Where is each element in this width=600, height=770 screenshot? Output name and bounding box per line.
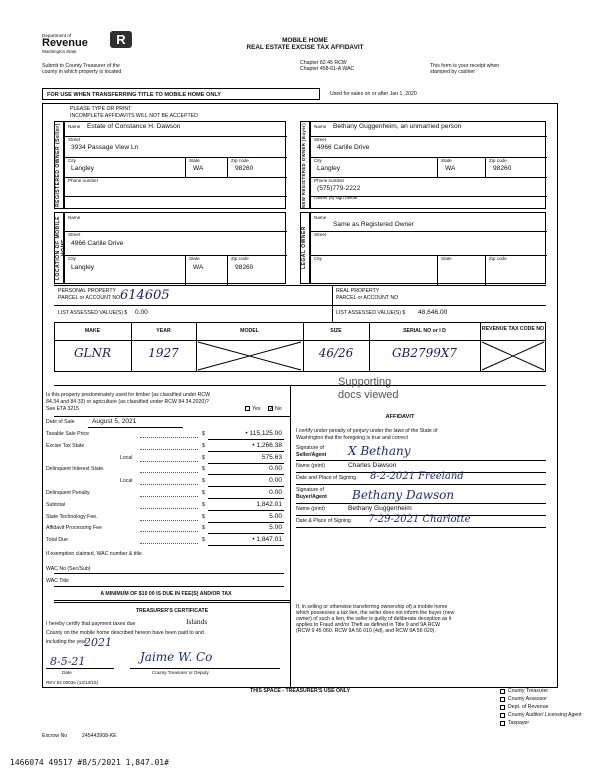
calc-row-value[interactable]: 0.00: [269, 465, 282, 473]
treasurer-year-value[interactable]: 2021: [84, 636, 112, 649]
val-make[interactable]: GLNR: [73, 346, 112, 360]
calc-row-value[interactable]: • 1,266.38: [252, 441, 282, 449]
col-revenue-code: REVENUE TAX CODE NO: [481, 326, 545, 332]
copy-recipient-label: Taxpayer: [508, 720, 530, 726]
calc-row-label: Delinquent Interest State.: [46, 466, 105, 473]
location-zip-value[interactable]: 98260: [235, 264, 254, 271]
calc-row-value[interactable]: 0.00: [269, 489, 282, 496]
seller-name-print-label: Name (print): [296, 463, 325, 469]
seller-zip-value[interactable]: 98260: [235, 165, 254, 172]
location-state-value[interactable]: WA: [193, 264, 204, 271]
calc-row-underline: [208, 486, 284, 487]
seller-street-label: Street: [68, 137, 81, 142]
treasurer-date-label: Date: [62, 670, 72, 675]
buyer-phone-value[interactable]: (575)779-2222: [317, 185, 361, 192]
stamp-line1: Supporting: [338, 376, 392, 388]
personal-assessed-value[interactable]: 0.00: [135, 309, 148, 316]
calc-row-label: Excise Tax State: [46, 442, 85, 449]
timber-no-check-mark: ✓: [269, 406, 275, 412]
col-serial: SERIAL NO or I D: [403, 328, 446, 334]
treasurer-signature[interactable]: Jaime W. Co: [140, 650, 213, 664]
certify-line1: I certify under penalty of perjury under the laws of the State of: [296, 428, 438, 434]
location-vertical-label: LOCATION OF MOBILE HOME: [55, 216, 67, 280]
exemption-label: If exemption claimed, WAC number & title: [46, 551, 142, 557]
calc-row-sublabel: Local: [120, 454, 133, 461]
location-city-value[interactable]: Langley: [71, 264, 95, 271]
location-city-label: City: [68, 256, 76, 261]
calc-row-label: State Technology Fee.: [46, 513, 98, 520]
calc-row-underline: [208, 545, 284, 546]
calc-row-leader: [140, 508, 198, 509]
buyer-name-print-label: Name (print): [296, 506, 325, 512]
calc-row-leader: [140, 472, 198, 473]
legal-name-value[interactable]: Same as Registered Owner: [333, 221, 414, 228]
val-serial[interactable]: GB2799X7: [391, 346, 458, 360]
calc-row-label: Delinquent Penalty.: [46, 490, 91, 496]
rev-number: REV 84 0003e (12/13/19): [46, 680, 99, 685]
legal-vertical-label: LEGAL OWNER: [301, 226, 307, 270]
stamp-line2: docs viewed: [338, 389, 399, 401]
buyer-phone-label: Phone number: [314, 178, 345, 183]
copy-recipient-row[interactable]: [500, 696, 596, 702]
calc-row-leader: [140, 449, 198, 450]
receipt-line2: stamped by cashier: [430, 69, 475, 75]
col-make: MAKE: [84, 328, 101, 334]
copy-recipient-row[interactable]: [500, 720, 596, 726]
timber-yes-label: Yes: [252, 406, 261, 412]
revenue-code-strike-icon: [480, 340, 546, 372]
affidavit-heading: AFFIDAVIT: [385, 414, 415, 420]
buyer-block: [310, 121, 546, 209]
seller-sig-label2: Seller/Agent: [296, 452, 327, 458]
seller-phone-label: Phone number: [68, 178, 99, 183]
calc-row-underline: [208, 522, 284, 523]
legal-vertical-tab: [300, 212, 310, 284]
copy-recipient-label: County Assessor: [508, 696, 547, 702]
treasurer-sig-label: County Treasurer or Deputy: [152, 670, 209, 675]
copy-recipient-label: County Treasurer: [508, 688, 549, 694]
copy-recipient-row[interactable]: [500, 704, 596, 710]
val-year[interactable]: 1927: [148, 346, 179, 360]
calc-row-underline: [208, 510, 284, 511]
buyer-name-value[interactable]: Bethany Guggenheim, an unmarried person: [333, 123, 462, 130]
calc-row-underline: [208, 498, 284, 499]
personal-parcel-value[interactable]: 614605: [120, 288, 170, 303]
seller-zip-label: Zip code: [231, 158, 249, 163]
legal-state-label: State: [441, 256, 452, 261]
calc-row-currency: $: [202, 478, 205, 485]
supporting-docs-stamp: [338, 376, 399, 402]
calc-row-currency: $: [202, 501, 205, 508]
buyer-zip-value[interactable]: 98260: [493, 165, 512, 172]
copy-recipient-row[interactable]: [500, 712, 596, 718]
buyer-name-label: Name: [314, 124, 327, 129]
buyer-state-value[interactable]: WA: [445, 165, 456, 172]
location-name-label: Name: [68, 215, 81, 220]
timber-yes-checkbox[interactable]: [245, 406, 250, 411]
lien-notice: [290, 604, 546, 634]
calc-row-currency: $: [202, 454, 205, 461]
form-title: [180, 37, 430, 51]
buyer-owner-note: Owner (s) sign below: [314, 195, 358, 200]
col-size: SIZE: [330, 328, 342, 334]
location-state-label: State: [189, 256, 200, 261]
seller-street-value[interactable]: 3934 Passage View Ln: [71, 144, 139, 151]
seller-name-label: Name: [68, 124, 81, 129]
treasurer-date-value[interactable]: 8-5-21: [50, 655, 86, 668]
calc-row-leader: [140, 520, 198, 521]
lien-line2: which possesses a tax lien, the seller does not inform the buyer (new: [296, 610, 455, 616]
date-of-sale-label: Date of Sale: [46, 419, 75, 425]
legal-street-label: Street: [314, 232, 327, 237]
title-line1: MOBILE HOME: [282, 37, 328, 44]
buyer-zip-label: Zip code: [489, 158, 507, 163]
calc-row-underline: [208, 533, 284, 534]
timber-q-line1: Is this property predominately used for timber (as classified under RCW: [46, 392, 211, 398]
escrow-label: Escrow No: [42, 733, 68, 739]
buyer-sig-label1: Signature of: [296, 487, 324, 493]
col-year: YEAR: [156, 328, 171, 334]
buyer-vertical-tab: [300, 121, 310, 209]
receipt-line: 1466074 49517 #8/5/2021 1,847.01#: [10, 758, 169, 767]
seller-signature[interactable]: X Bethany: [348, 444, 411, 458]
copy-checkbox[interactable]: [500, 721, 505, 726]
please-type-label: PLEASE TYPE OR PRINT: [70, 106, 132, 112]
escrow-value: 245443908-KE: [82, 733, 117, 739]
seller-sig-label1: Signature of: [296, 445, 324, 451]
submit-line1: Submit to County Treasurer of the: [42, 63, 120, 69]
legal-block: [310, 212, 546, 284]
location-street-value[interactable]: 4966 Carlile Drive: [71, 240, 124, 247]
seller-vertical-tab: [54, 121, 64, 209]
calc-row-underline: [208, 474, 284, 475]
chapter-line2: Chapter 458-61-A WAC: [300, 66, 355, 72]
col-model: MODEL: [240, 328, 259, 334]
calc-row-currency: $: [202, 525, 205, 532]
personal-parcel-label2: PARCEL or ACCOUNT NO: [58, 295, 121, 301]
location-zip-label: Zip code: [231, 256, 249, 261]
legal-zip-label: Zip code: [489, 256, 507, 261]
calc-row-currency: $: [202, 442, 205, 449]
submit-line2: county in which property is located: [42, 69, 122, 75]
real-assessed-label: LIST ASSESSED VALUE(S) $: [336, 310, 406, 316]
copy-recipient-row[interactable]: [500, 688, 596, 694]
seller-date-place-label: Date and Place of Signing.: [296, 475, 358, 481]
calc-row-leader: [140, 484, 198, 485]
treasurer-space-note: THIS SPACE - TREASURER'S USE ONLY: [250, 688, 350, 694]
personal-parcel-label1: PERSONAL PROPERTY: [58, 288, 116, 294]
calc-row-underline: [208, 439, 284, 440]
seller-state-label: State: [189, 158, 200, 163]
buyer-signature[interactable]: Bethany Dawson: [352, 488, 455, 502]
buyer-state-label: State: [441, 158, 452, 163]
chapter-ref: [300, 60, 354, 72]
calc-row-label: Affidavit Processing Fee: [46, 525, 102, 532]
title-line2: REAL ESTATE EXCISE TAX AFFIDAVIT: [246, 44, 364, 51]
calc-row-currency: $: [202, 490, 205, 496]
calc-row-value[interactable]: • 1,847.01: [252, 536, 282, 544]
dept-line3: Washington State: [42, 49, 77, 54]
copies-list: [500, 688, 596, 728]
seller-date-place-value[interactable]: 8-2-2021 Freeland: [370, 471, 464, 482]
calc-row-label: Subtotal: [46, 501, 66, 508]
lien-line1: If, in selling or otherwise transferring ownership of) a mobile home: [296, 604, 448, 610]
seller-vertical-label: REGISTERED OWNER (Seller): [55, 123, 61, 207]
treasurer-line2: County on the mobile home described hereon have been paid to and: [46, 630, 204, 636]
calc-row-sublabel: Local: [120, 478, 133, 485]
location-street-label: Street: [68, 232, 81, 237]
copy-checkbox[interactable]: [500, 705, 505, 710]
seller-city-value[interactable]: Langley: [71, 165, 95, 172]
buyer-sig-label2: Buyer/Agent: [296, 494, 327, 500]
real-parcel-label2: PARCEL or ACCOUNT NO: [336, 295, 399, 301]
calc-row-leader: [140, 531, 198, 532]
wac-no-label: WAC No (Sec/Sub): [46, 566, 91, 572]
calc-row-value[interactable]: 1,842.01: [256, 500, 282, 508]
calc-row-currency: $: [202, 466, 205, 473]
val-size[interactable]: 46/26: [318, 346, 354, 360]
timber-q-line3: See ETA 3215: [46, 406, 80, 412]
real-parcel-label1: REAL PROPERTY: [336, 288, 380, 294]
calc-row-value[interactable]: 575.63: [261, 453, 282, 461]
calc-row-currency: $: [202, 513, 205, 520]
buyer-city-value[interactable]: Langley: [317, 165, 341, 172]
incomplete-label: INCOMPLETE AFFIDAVITS WILL NOT BE ACCEPTED: [70, 113, 198, 119]
treasurer-heading: TREASURER'S CERTIFICATE: [135, 608, 209, 614]
date-of-sale-value[interactable]: August 5, 2021: [92, 418, 137, 425]
buyer-street-label: Street: [314, 137, 327, 142]
calc-row-value[interactable]: 5.00: [269, 512, 282, 520]
chapter-line1: Chapter 82.45 RCW: [300, 60, 347, 66]
calc-row-leader: [140, 437, 198, 438]
calc-row-value[interactable]: • 115,125.00: [245, 430, 282, 437]
treasurer-line1: I hereby certify that payment taxes due: [46, 621, 136, 627]
treasurer-line3: including the year: [46, 639, 87, 645]
calc-row-leader: [140, 543, 198, 544]
buyer-vertical-label: NEW REGISTERED OWNER (Buyer): [301, 122, 306, 208]
copy-recipient-label: Dept. of Revenue: [508, 704, 549, 710]
real-assessed-value[interactable]: 48,646.00: [418, 309, 448, 316]
wac-title-label: WAC Title: [46, 578, 69, 584]
seller-block: [64, 121, 286, 209]
calc-row-leader: [140, 461, 198, 462]
timber-no-label: No: [275, 406, 282, 412]
calc-row-label: Taxable Sale Price: [46, 431, 89, 437]
buyer-city-label: City: [314, 158, 322, 163]
seller-city-label: City: [68, 158, 76, 163]
copy-checkbox[interactable]: [500, 689, 505, 694]
dept-line1: Department of: [42, 33, 72, 38]
copy-recipient-label: County Auditor/ Licensing Agent: [508, 712, 582, 718]
calc-row-currency: $: [202, 431, 205, 437]
calc-row-label: Total Due: [46, 537, 68, 544]
calc-row-leader: [140, 496, 198, 497]
transfer-banner: [42, 88, 320, 100]
calc-row-value[interactable]: 0.00: [269, 477, 282, 485]
seller-name-value[interactable]: Estate of Constance H. Dawson: [87, 123, 181, 130]
receipt-note: [430, 63, 499, 75]
minimum-note: A MINIMUM OF $10 00 IS DUE IN FEE(S) AND/OR TAX: [100, 591, 232, 597]
dept-line2: Revenue: [42, 37, 88, 49]
model-strike-icon: [196, 340, 303, 372]
calc-row-value[interactable]: 5.00: [269, 524, 282, 532]
lien-line5: (RCW 9 45 060. RCW 9A 56 010 (4d), and RCW 9A 56 020).: [296, 628, 436, 634]
lien-line3: owner) of such a lien, the seller is guilty of deliberate deception as it: [296, 616, 452, 622]
treasurer-stamp-date: Islands: [186, 617, 208, 626]
legal-name-label: Name: [314, 215, 327, 220]
transfer-banner-text: FOR USE WHEN TRANSFERRING TITLE TO MOBILE HOME ONLY: [47, 92, 222, 98]
lien-line4: applies to Fraud and/or Theft as defined in Title 9 and 9A RCW: [296, 622, 441, 628]
copy-checkbox[interactable]: [500, 713, 505, 718]
calc-row-currency: $: [202, 537, 205, 544]
legal-city-label: City: [314, 256, 322, 261]
seller-name-print-value[interactable]: Charles Dawson: [348, 462, 397, 469]
seller-state-value[interactable]: WA: [193, 165, 204, 172]
revenue-mark-icon: R: [110, 31, 132, 48]
copy-checkbox[interactable]: [500, 697, 505, 702]
buyer-date-place-value[interactable]: 7-29-2021 Charlotte: [368, 514, 471, 525]
buyer-date-place-label: Date & Place of Signing: [296, 518, 351, 524]
certify-line2: Washington that the foregoing is true and correct: [296, 435, 408, 441]
sales-note: Used for sales on or after Jan 1, 2020: [330, 91, 417, 97]
receipt-line1: This form is your receipt when: [430, 63, 500, 69]
location-block: [64, 212, 286, 284]
timber-q-line2: 84.34 and 84 33) or agriculture (as classified under RCW 84 34.2020)?: [46, 399, 209, 405]
personal-assessed-label: LIST ASSESSED VALUE(S) $: [58, 310, 128, 316]
location-vertical-tab: [54, 212, 67, 284]
calc-row-underline: [208, 463, 284, 464]
submit-note: [42, 63, 121, 75]
buyer-name-print-value[interactable]: Bethany Guggenheim: [348, 505, 412, 512]
buyer-street-value[interactable]: 4966 Carlile Drive: [317, 144, 370, 151]
calc-row-underline: [208, 451, 284, 452]
